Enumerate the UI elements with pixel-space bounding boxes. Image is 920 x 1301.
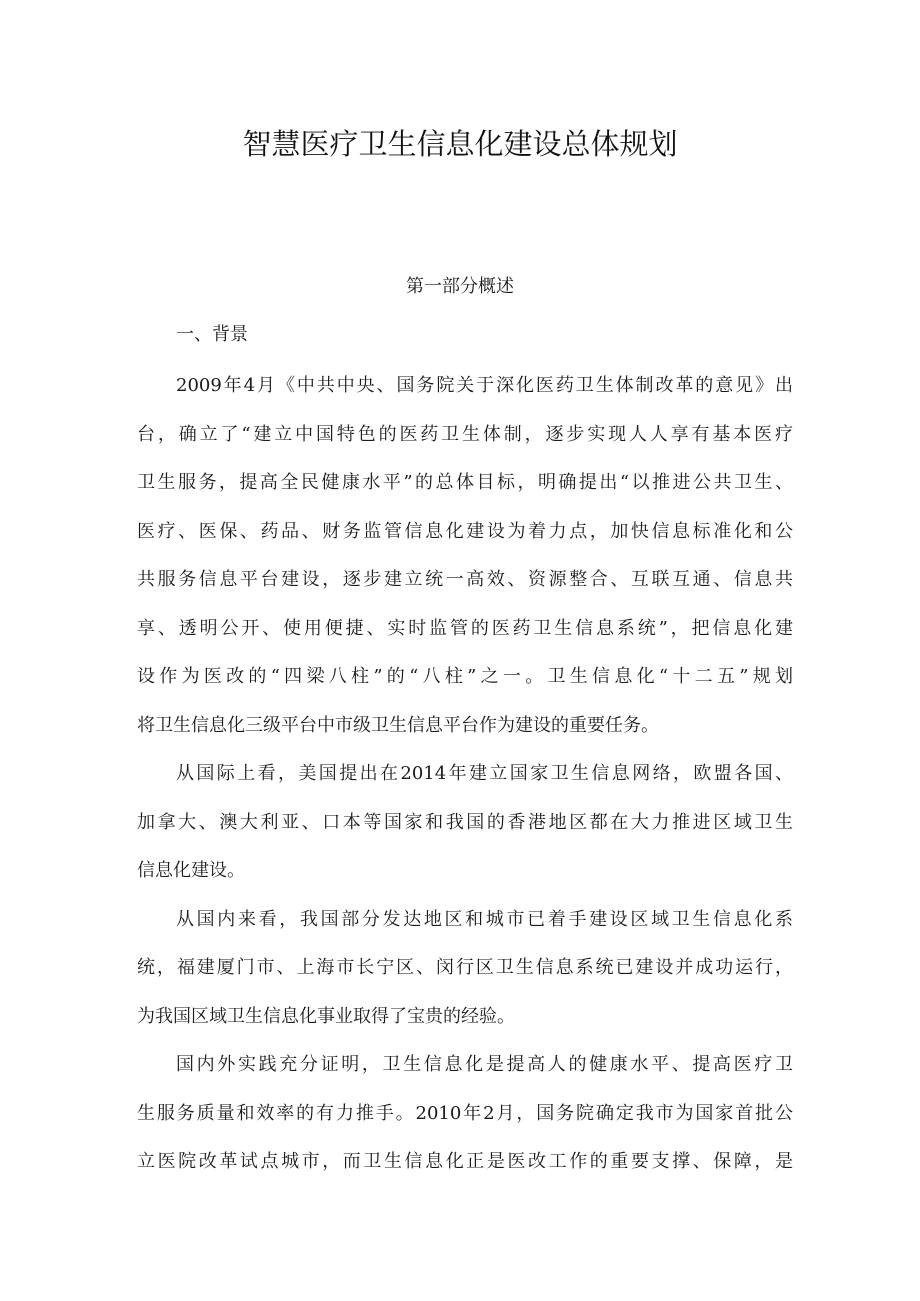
text-line: 立医院改革试点城市，而卫生信息化正是医改工作的重要支撑、保障，是 — [137, 1151, 793, 1172]
text-line: 设作为医改的“四梁八柱”的“八柱”之一。卫生信息化“十二五”规划 — [137, 666, 793, 687]
text-line: 台，确立了“建立中国特色的医药卫生体制，逐步实现人人享有基本医疗 — [137, 423, 793, 445]
text-line: 为我国区域卫生信息化事业取得了宝贵的经验。 — [137, 1005, 515, 1027]
text-line: 生服务质量和效率的有力推手。2010年2月，国务院确定我市为国家首批公 — [137, 1102, 793, 1124]
text-line: 加拿大、澳大利亚、口本等国家和我国的香港地区都在大力推进区域卫生 — [137, 811, 793, 833]
text-line: 从国内来看，我国部分发达地区和城市已着手建设区域卫生信息化系 — [176, 908, 793, 930]
paragraph — [137, 1041, 793, 1187]
paragraph — [137, 750, 793, 896]
document-body — [137, 362, 793, 1187]
text-line: 享、透明公开、使用便捷、实时监管的医药卫生信息系统”，把信息化建 — [137, 617, 793, 639]
text-line: 将卫生信息化三级平台中市级卫生信息平台作为建设的重要任务。 — [137, 714, 659, 736]
text-line: 统，福建厦门市、上海市长宁区、闵行区卫生信息系统已建设并成功运行， — [137, 957, 793, 978]
document-title: 智慧医疗卫生信息化建设总体规划 — [242, 127, 678, 161]
text-line: 共服务信息平台建设，逐步建立统一高效、资源整合、互联互通、信息共 — [137, 569, 793, 590]
text-line: 从国际上看，美国提出在2014年建立国家卫生信息网络，欧盟各国、 — [176, 763, 793, 784]
text-line: 医疗、医保、药品、财务监管信息化建设为着力点，加快信息标准化和公 — [137, 520, 793, 542]
text-line: 卫生服务，提高全民健康水平”的总体目标，明确提出“以推进公共卫生、 — [137, 472, 793, 493]
part-heading: 第一部分概述 — [406, 276, 514, 297]
paragraph — [137, 362, 793, 750]
section-heading: 一、背景 — [176, 324, 248, 345]
text-line: 国内外实践充分证明，卫生信息化是提高人的健康水平、提高医疗卫 — [176, 1054, 793, 1075]
text-line: 2009年4月《中共中央、国务院关于深化医药卫生体制改革的意见》出 — [176, 375, 793, 396]
text-line: 信息化建设。 — [137, 860, 245, 881]
paragraph — [137, 896, 793, 1042]
